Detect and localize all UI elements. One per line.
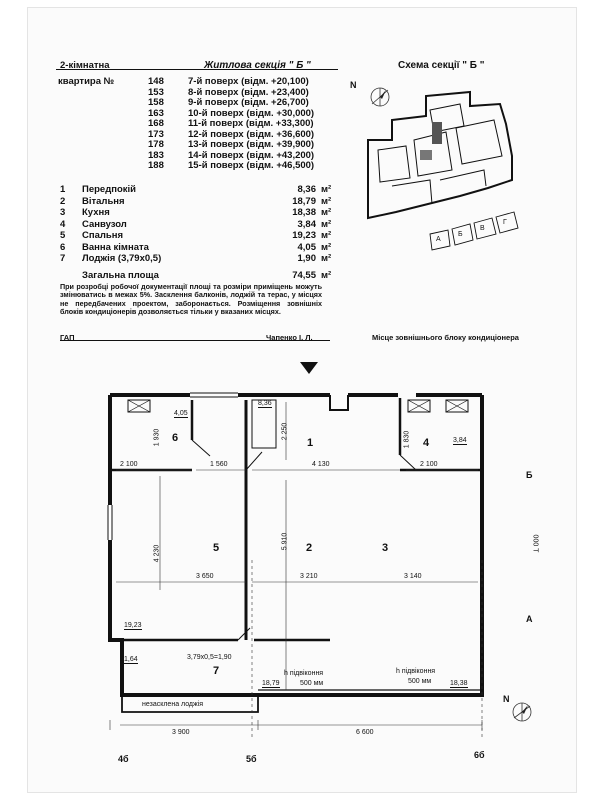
gap-label: ГАП: [60, 333, 75, 342]
table-row: 168 11-й поверх (відм. +33,300): [148, 118, 314, 129]
dim-4130: 4 130: [312, 461, 330, 468]
area-label-2: 18,79: [262, 680, 280, 687]
axis-5b: 5б: [246, 754, 257, 764]
sill-height-value-1: 500 мм: [300, 680, 324, 687]
room-number-4: 4: [423, 437, 430, 449]
dim-2250: 2 250: [281, 422, 289, 441]
room-number-7: 7: [213, 665, 220, 677]
table-row: 2 Вітальня 18,79 м²: [60, 195, 332, 207]
note-text: При розробці робочої документації площі та розміри приміщень можуть змінюватись в межах 5%. Засклення балконів, лоджій та терас, у місцях не передбачених проектом, заборонається. Розміщення зовнішніх блоків кондиціонерів дозволяється тільки у вказаних місцях.: [60, 282, 322, 317]
dim-1830: 1 830: [403, 430, 411, 449]
dim-3210: 3 210: [300, 573, 318, 580]
table-row: 178 13-й поверх (відм. +39,900): [148, 139, 315, 150]
table-row: 6 Ванна кімната 4,05 м²: [60, 241, 332, 253]
loggia-note: незасклена лоджія: [142, 701, 204, 708]
dim-2100-left: 2 100: [120, 461, 138, 468]
area-label-1: 8,36: [258, 400, 272, 407]
dim-4230: 4 230: [153, 544, 161, 563]
entrance-arrow-icon: [300, 362, 318, 374]
room-number-3: 3: [382, 542, 389, 554]
section-title: Житлова секція " Б ": [204, 60, 311, 71]
dim-1930: 1 930: [153, 428, 161, 447]
apartment-label: квартира №: [58, 76, 115, 87]
area-label-5: 19,23: [124, 622, 142, 629]
axis-a: А: [526, 614, 533, 624]
table-row: 4 Санвузол 3,84 м²: [60, 218, 332, 230]
table-row: 183 14-й поверх (відм. +43,200): [148, 149, 315, 161]
room-number-5: 5: [213, 542, 220, 554]
dim-2100-right: 2 100: [420, 461, 438, 468]
table-row: 188 15-й поверх (відм. +46,500): [148, 160, 315, 171]
table-row: 173 12-й поверх (відм. +36,600): [148, 128, 315, 140]
ac-note: Місце зовнішнього блоку кондиціонера: [372, 333, 519, 342]
room-number-2: 2: [306, 542, 313, 554]
sill-height-label-2: h підвіконня: [396, 668, 436, 675]
dim-5910: 5 910: [281, 532, 289, 551]
table-row: 3 Кухня 18,38 м²: [60, 207, 332, 218]
axis-4b: 4б: [118, 754, 129, 764]
total-row: Загальна площа 74,55 м²: [82, 269, 332, 281]
apartment-type: 2-кімнатна: [60, 60, 110, 71]
area-label-4: 3,84: [453, 437, 467, 444]
compass-bottom-icon: [513, 703, 531, 721]
side-mark: 000 Т: [531, 534, 539, 553]
dim-3650: 3 650: [196, 573, 214, 580]
dim-3900: 3 900: [172, 729, 190, 736]
dim-6600: 6 600: [356, 729, 374, 736]
area-label-3: 18,38: [450, 680, 468, 687]
table-row: 5 Спальня 19,23 м²: [60, 230, 332, 241]
dim-3140: 3 140: [404, 573, 422, 580]
scheme-title: Схема секції " Б ": [398, 60, 485, 71]
dimension-lines: [110, 402, 482, 740]
dim-1560: 1 560: [210, 461, 228, 468]
table-row: 158 9-й поверх (відм. +26,700): [148, 97, 309, 108]
room-number-1: 1: [307, 437, 314, 449]
axis-b: Б: [526, 470, 533, 480]
section-label-b: Б: [458, 231, 463, 238]
table-row: 153 8-й поверх (відм. +23,400): [148, 86, 309, 98]
plan-north-label: N: [503, 694, 510, 704]
table-row: 163 10-й поверх (відм. +30,000): [148, 107, 315, 119]
gap-name: Чапенко І. Л.: [266, 333, 313, 342]
scheme-north-label: N: [350, 80, 357, 90]
sill-height-value-2: 500 мм: [408, 678, 432, 685]
area-label-6: 4,05: [174, 410, 188, 417]
table-row: 7 Лоджія (3,79х0,5) 1,90 м²: [60, 253, 332, 264]
room-number-6: 6: [172, 432, 179, 444]
section-label-g: Г: [503, 219, 507, 226]
section-label-a: А: [436, 236, 441, 243]
axis-6b: 6б: [474, 750, 485, 760]
loggia-formula: 3,79х0,5=1,90: [187, 654, 232, 661]
sill-height-label-1: h підвіконня: [284, 670, 324, 677]
table-row: квартира № 148 7-й поверх (відм. +20,100): [58, 76, 309, 87]
table-row: 1 Передпокій 8,36 м²: [60, 184, 332, 195]
section-label-v: В: [480, 225, 485, 232]
area-label-loggia: 1,64: [124, 656, 138, 663]
